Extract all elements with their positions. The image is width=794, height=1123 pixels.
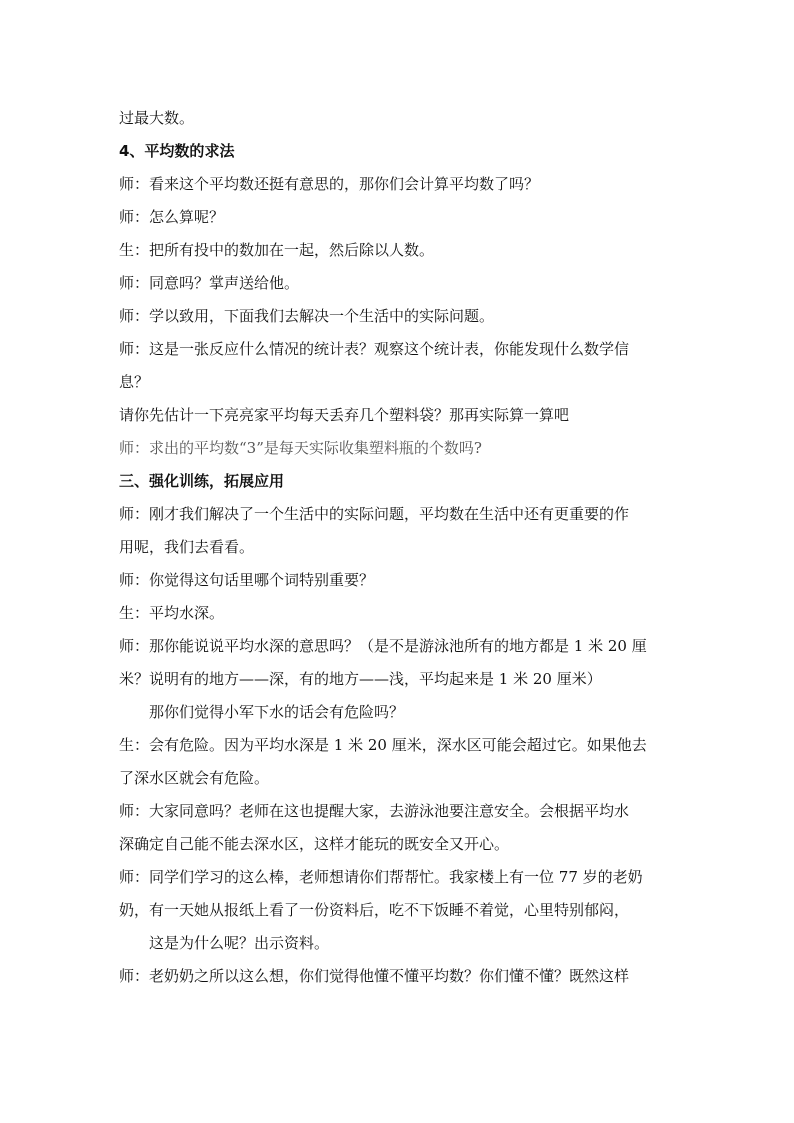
paragraph-line: 那你们觉得小军下水的话会有危险吗？ (149, 703, 405, 721)
paragraph-line: 师：这是一张反应什么情况的统计表？观察这个统计表，你能发现什么数学信 (119, 340, 630, 358)
paragraph-line: 米？说明有的地方——深，有的地方——浅，平均起来是 1 米 20 厘米） (119, 670, 602, 688)
paragraph-line: 生：平均水深。 (119, 604, 225, 622)
paragraph-line: 师：怎么算呢？ (119, 208, 225, 226)
paragraph-line: 这是为什么呢？出示资料。 (149, 934, 330, 952)
paragraph-line: 请你先估计一下亮亮家平均每天丢弃几个塑料袋？那再实际算一算吧 (119, 406, 570, 424)
paragraph-line: 深确定自己能不能去深水区，这样才能玩的既安全又开心。 (119, 835, 510, 853)
paragraph-line: 师：那你能说说平均水深的意思吗？（是不是游泳池所有的地方都是 1 米 20 厘 (119, 637, 647, 655)
paragraph-line: 师：你觉得这句话里哪个词特别重要？ (119, 571, 375, 589)
paragraph-line: 师：学以致用，下面我们去解决一个生活中的实际问题。 (119, 307, 495, 325)
paragraph-line: 师：同学们学习的这么棒，老师想请你们帮帮忙。我家楼上有一位 77 岁的老奶 (119, 868, 643, 886)
paragraph-line: 师：老奶奶之所以这么想，你们觉得他懂不懂平均数？你们懂不懂？既然这样 (119, 967, 630, 985)
paragraph-line: 生：把所有投中的数加在一起，然后除以人数。 (119, 241, 435, 259)
paragraph-line: 过最大数。 (119, 109, 195, 127)
document-body (119, 102, 679, 993)
section-heading: 三、强化训练，拓展应用 (119, 472, 285, 490)
section-heading: 4、平均数的求法 (119, 142, 235, 160)
paragraph-line: 生：会有危险。因为平均水深是 1 米 20 厘米，深水区可能会超过它。如果他去 (119, 736, 647, 754)
paragraph-line: 用呢，我们去看看。 (119, 538, 255, 556)
paragraph-line: 师：看来这个平均数还挺有意思的，那你们会计算平均数了吗？ (119, 175, 540, 193)
paragraph-line: 师：同意吗？掌声送给他。 (119, 274, 300, 292)
paragraph-line: 师：大家同意吗？老师在这也提醒大家，去游泳池要注意安全。会根据平均水 (119, 802, 630, 820)
paragraph-line: 息？ (119, 373, 150, 391)
paragraph-line: 奶，有一天她从报纸上看了一份资料后，吃不下饭睡不着觉，心里特别郁闷， (119, 901, 630, 919)
paragraph-line: 师：刚才我们解决了一个生活中的实际问题，平均数在生活中还有更重要的作 (119, 505, 630, 523)
paragraph-line: 师：求出的平均数“3”是每天实际收集塑料瓶的个数吗? (119, 439, 482, 457)
paragraph-line: 了深水区就会有危险。 (119, 769, 270, 787)
